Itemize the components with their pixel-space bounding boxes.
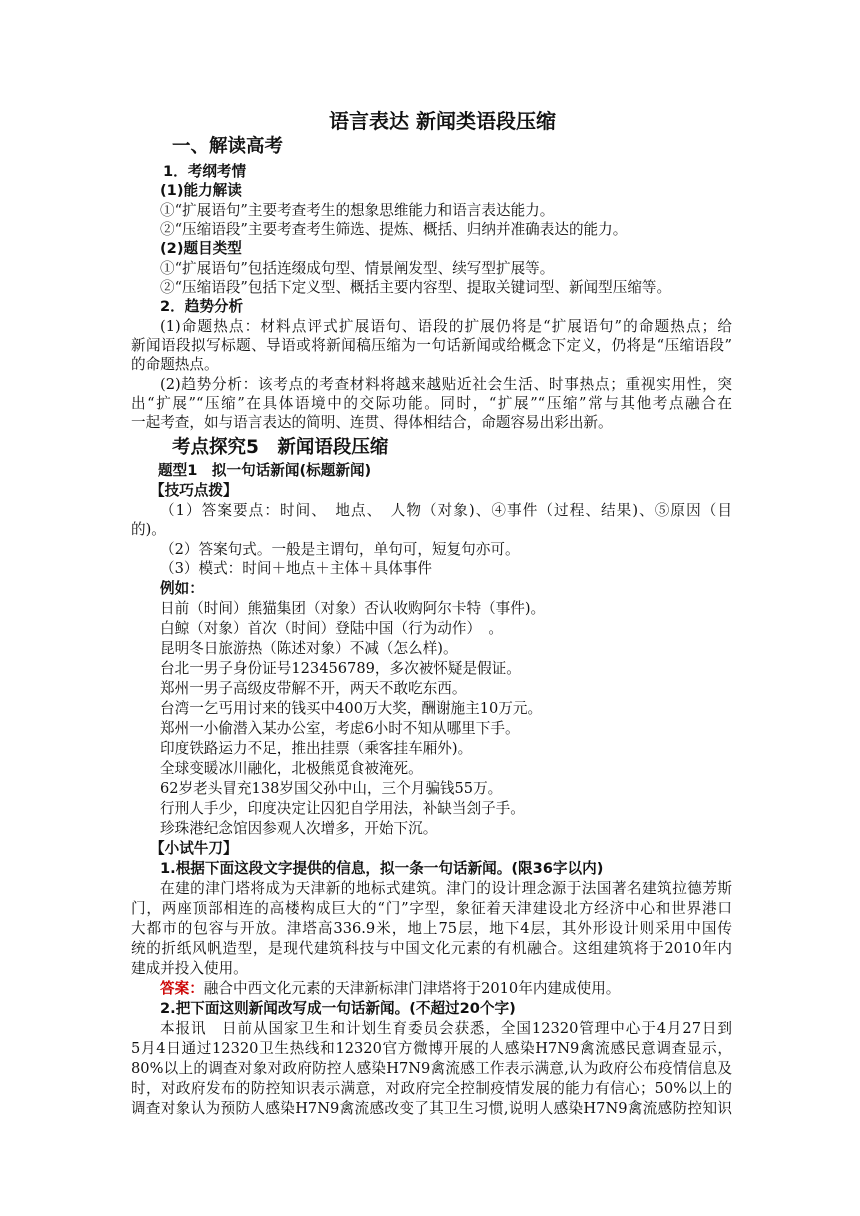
example-item: 郑州一男子高级皮带解不开，两天不敢吃东西。 [160,680,467,697]
subsection-heading: 2．趋势分析 [160,298,244,315]
tip-line: 的)。 [131,521,166,538]
example-label: 例如： [160,580,204,597]
tip-line: （1）答案要点：时间、 地点、 人物（对象)、④事件（过程、结果)、⑤原因（目 [160,502,732,519]
question-text-line: 本报讯 日前从国家卫生和计划生育委员会获悉，全国12320管理中心于4月27日到 [160,1020,732,1037]
subheading: (2)题目类型 [160,240,242,257]
paragraph-line: 一起考查，如与语言表达的简明、连贯、得体相结合，命题容易出彩出新。 [131,414,613,431]
example-item: 全球变暖冰川融化，北极熊觅食被淹死。 [160,760,423,777]
paragraph-line: (2)趋势分析：该考点的考查材料将越来越贴近社会生活、时事热点；重视实用性，突 [160,376,732,393]
section-heading: 考点探究5 新闻语段压缩 [172,437,389,458]
question-1: 1.根据下面这段文字提供的信息，拟一条一句话新闻。(限36字以内) [160,860,604,877]
answer-line [160,980,620,998]
question-text-line: 在建的津门塔将成为天津新的地标式建筑。津门的设计理念源于法国著名建筑拉德芳斯 [160,880,732,897]
question-text-line: 5月4日通过12320卫生热线和12320官方微博开展的人感染H7N9禽流感民意调查显示， [131,1040,732,1057]
tips-heading: 【技巧点拨】 [150,482,238,499]
text-line: ①“扩展语句”包括连缀成句型、情景阐发型、续写型扩展等。 [160,260,555,277]
paragraph-line: 出“扩展”“压缩”在具体语境中的交际功能。同时，“扩展”“压缩”常与其他考点融合在 [131,395,732,412]
subsection-heading: 1．考纲考情 [163,163,247,180]
tip-line: （3）模式：时间＋地点＋主体＋具体事件 [160,560,432,577]
paragraph-line: 的命题热点。 [131,356,219,373]
paragraph-line: 新闻语段拟写标题、导语或将新闻稿压缩为一句话新闻或给概念下定义，仍将是“压缩语段” [131,337,732,354]
text-line: ②“压缩语段”包括下定义型、概括主要内容型、提取关键词型、新闻型压缩等。 [160,279,672,296]
example-item: 白鲸（对象）首次（时间）登陆中国（行为动作） 。 [160,620,503,637]
answer-label: 答案： [160,980,204,997]
paragraph-line: (1)命题热点：材料点评式扩展语句、语段的扩展仍将是“扩展语句”的命题热点；给 [160,318,732,335]
question-text-line: 调查对象认为预防人感染H7N9禽流感改变了其卫生习惯,说明人感染H7N9禽流感防控知识 [131,1100,732,1117]
example-item: 62岁老头冒充138岁国父孙中山，三个月骗钱55万。 [160,780,503,797]
text-line: ①“扩展语句”主要考查考生的想象思维能力和语言表达能力。 [160,202,555,219]
example-item: 郑州一小偷潜入某办公室，考虑6小时不知从哪里下手。 [160,720,520,737]
answer-text: 融合中西文化元素的天津新标津门津塔将于2010年内建成使用。 [203,980,621,997]
text-line: ②“压缩语段”主要考查考生筛选、提炼、概括、归纳并准确表达的能力。 [160,221,628,238]
question-text-line: 统的折纸风帆造型，是现代建筑科技与中国文化元素的有机融合。这组建筑将于2010年内 [131,940,732,957]
tip-line: （2）答案句式。一般是主谓句，单句可，短复句亦可。 [160,541,520,558]
question-text-line: 建成并投入使用。 [131,960,248,977]
question-type-heading: 题型1 拟一句话新闻(标题新闻) [158,462,372,479]
question-text-line: 大都市的包容与开放。津塔高336.9米，地上75层，地下4层，其外形设计则采用中国传 [131,920,732,937]
page-title: 语言表达 新闻类语段压缩 [329,109,556,133]
example-item: 台北一男子身份证号123456789，多次被怀疑是假证。 [160,660,521,677]
question-text-line: 门，两座顶部相连的高楼构成巨大的“门”字型，象征着天津建设北方经济中心和世界港口 [131,900,732,917]
subheading: (1)能力解读 [160,182,242,199]
example-item: 印度铁路运力不足，推出挂票（乘客挂车厢外)。 [160,740,473,757]
question-text-line: 时，对政府发布的防控知识表示满意，对政府完全控制疫情发展的能力有信心；50%以上的 [131,1080,732,1097]
example-item: 日前（时间）熊猫集团（对象）否认收购阿尔卡特（事件)。 [160,600,546,617]
example-item: 行刑人手少，印度决定让囚犯自学用法，补缺当刽子手。 [160,800,525,817]
question-2: 2.把下面这则新闻改写成一句话新闻。(不超过20个字) [160,1000,516,1017]
trial-heading: 【小试牛刀】 [150,840,238,857]
question-text-line: 80%以上的调查对象对政府防控人感染H7N9禽流感工作表示满意,认为政府公布疫情信息及 [131,1060,732,1077]
example-item: 台湾一乞丐用讨来的钱买中400万大奖，酬谢施主10万元。 [160,700,543,717]
example-item: 珍珠港纪念馆因参观人次增多，开始下沉。 [160,820,438,837]
section-heading: 一、解读高考 [172,136,284,157]
example-item: 昆明冬日旅游热（陈述对象）不减（怎么样)。 [160,640,458,657]
